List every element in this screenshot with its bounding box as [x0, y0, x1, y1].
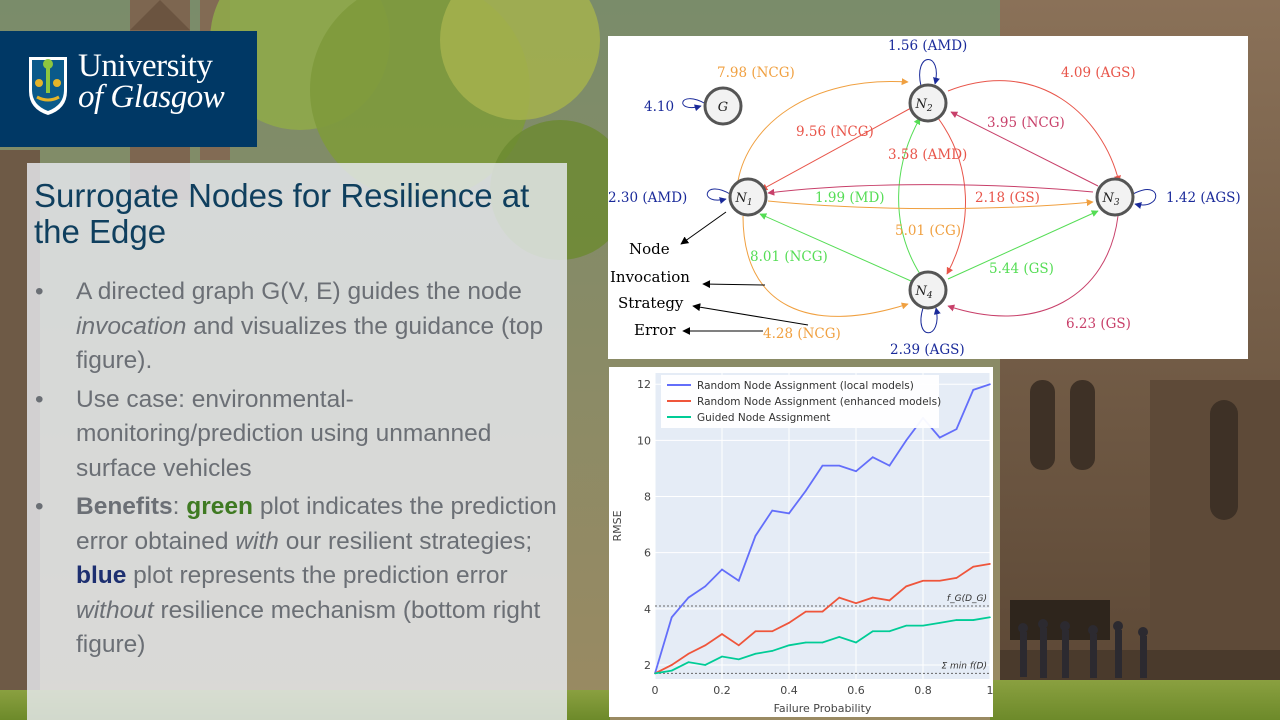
data-point — [788, 513, 790, 515]
label-n3-n2-ncg: 3.95 (NCG) — [987, 115, 1065, 131]
data-point — [771, 650, 773, 652]
label-n1-self: 2.30 (AMD) — [608, 190, 688, 206]
y-tick-label: 4 — [644, 602, 651, 616]
legend-arrow-invocation — [703, 284, 765, 285]
x-tick-label: 0.2 — [713, 684, 731, 697]
label-n3-n4-gs: 6.23 (GS) — [1066, 316, 1131, 332]
node-invocation-graph — [608, 36, 1248, 359]
legend-node: Node — [629, 240, 670, 258]
graph-svg — [608, 36, 1248, 359]
label-g-self: 4.10 — [644, 99, 675, 115]
data-point — [704, 645, 706, 647]
node-n1-label: $N_1$ — [735, 191, 753, 208]
label-n2-n3-ags: 4.09 (AGS) — [1061, 65, 1136, 81]
y-tick-label: 6 — [644, 546, 651, 560]
bullet-dot: • — [35, 493, 44, 520]
x-tick-label: 0 — [651, 684, 659, 697]
bullet-text: Use case: environmental-monitoring/prediction using unmanned surface vehicles — [76, 385, 492, 482]
node-n3-label: $N_3$ — [1102, 191, 1120, 208]
data-point — [755, 535, 757, 537]
data-point — [704, 664, 706, 666]
bullet-list — [27, 275, 562, 667]
data-point — [838, 465, 840, 467]
data-point — [755, 630, 757, 632]
self-loop-n1 — [707, 189, 730, 200]
x-tick-label: 0.6 — [847, 684, 865, 697]
data-point — [671, 664, 673, 666]
data-point — [838, 597, 840, 599]
legend-invocation: Invocation — [610, 268, 690, 286]
bullet-item — [27, 383, 562, 487]
x-tick-label: 0.8 — [914, 684, 932, 697]
chart-svg — [609, 367, 993, 717]
data-point — [905, 625, 907, 627]
y-tick-label: 10 — [637, 434, 651, 448]
data-point — [956, 577, 958, 579]
data-point — [889, 465, 891, 467]
data-point — [671, 616, 673, 618]
data-point — [822, 642, 824, 644]
logo-text-line2: of Glasgow — [78, 79, 225, 115]
bullet-dot: • — [35, 278, 44, 305]
legend-error: Error — [634, 321, 676, 339]
data-point — [872, 630, 874, 632]
data-point — [855, 642, 857, 644]
data-point — [738, 659, 740, 661]
label-n3-n1-cg: 5.01 (CG) — [895, 223, 961, 239]
reference-line-label: Σ min f(D) — [941, 661, 987, 672]
legend-arrow-node — [681, 212, 726, 244]
data-point — [688, 597, 690, 599]
bullet-text: invocation — [76, 312, 187, 340]
data-point — [805, 611, 807, 613]
bullet-text: : — [172, 493, 187, 520]
bullet-text: without — [76, 596, 154, 624]
university-logo — [0, 31, 257, 147]
bullet-item — [27, 490, 562, 663]
data-point — [704, 586, 706, 588]
data-point — [989, 563, 991, 565]
data-point — [922, 580, 924, 582]
bullet-text: with — [235, 527, 279, 555]
data-point — [939, 580, 941, 582]
data-point — [972, 566, 974, 568]
x-tick-label: 1 — [986, 684, 993, 697]
edge-n4-n1-ncg — [760, 214, 911, 281]
data-point — [771, 630, 773, 632]
bullet-text: our resilient strategies; — [278, 527, 533, 555]
edge-n1-n4-ncg — [743, 216, 908, 316]
node-n4-label: $N_4$ — [915, 284, 933, 301]
self-loop-n3 — [1133, 190, 1156, 205]
bullet-text: blue — [76, 562, 127, 589]
logo-text-line1: University — [78, 48, 213, 84]
data-point — [822, 611, 824, 613]
legend-label: Guided Node Assignment — [697, 412, 831, 424]
bullet-text: Benefits — [76, 493, 173, 520]
data-point — [872, 597, 874, 599]
data-point — [788, 645, 790, 647]
bullet-text: green — [186, 493, 254, 520]
bullet-text: resilience mechanism (bottom right figure) — [76, 596, 541, 658]
rmse-chart — [609, 367, 993, 717]
y-tick-label: 2 — [644, 658, 651, 672]
content-panel — [27, 163, 567, 720]
bullet-text: and visualizes the guidance (top figure). — [76, 312, 544, 374]
self-loop-n2 — [920, 59, 937, 86]
data-point — [889, 630, 891, 632]
data-point — [905, 440, 907, 442]
data-point — [989, 383, 991, 385]
data-point — [939, 437, 941, 439]
self-loop-g — [683, 99, 706, 108]
edge-n2-n3-ags — [948, 81, 1119, 182]
label-n1-n4-ncg: 4.28 (NCG) — [763, 326, 841, 342]
label-n3-self: 1.42 (AGS) — [1166, 190, 1241, 206]
self-loop-n4 — [921, 308, 937, 333]
bullet-text: plot represents the prediction error — [126, 562, 508, 589]
data-point — [805, 642, 807, 644]
x-axis-label: Failure Probability — [773, 702, 872, 715]
data-point — [872, 456, 874, 458]
bullet-text: plot indicates the prediction error obtained — [76, 493, 557, 555]
data-point — [939, 622, 941, 624]
slide-title: Surrogate Nodes for Resilience at the Edge — [34, 177, 530, 250]
data-point — [721, 569, 723, 571]
data-point — [972, 389, 974, 391]
y-axis-label: RMSE — [611, 510, 624, 542]
label-n4-n2-md: 1.99 (MD) — [815, 190, 885, 206]
data-point — [738, 645, 740, 647]
data-point — [688, 653, 690, 655]
data-point — [654, 673, 656, 675]
data-point — [721, 656, 723, 658]
x-tick-label: 0.4 — [780, 684, 798, 697]
reference-line-label: f_G(D_G) — [946, 594, 987, 605]
y-tick-label: 8 — [644, 490, 651, 504]
legend-label: Random Node Assignment (enhanced models) — [697, 396, 942, 408]
data-point — [822, 465, 824, 467]
bullet-item — [27, 275, 562, 379]
node-n2-label: $N_2$ — [915, 97, 933, 114]
data-point — [838, 636, 840, 638]
data-point — [922, 625, 924, 627]
label-n4-n1-ncg: 8.01 (NCG) — [750, 249, 828, 265]
legend-strategy: Strategy — [618, 294, 684, 312]
legend-arrow-strategy — [693, 306, 808, 325]
data-point — [671, 670, 673, 672]
data-point — [889, 600, 891, 602]
data-point — [956, 428, 958, 430]
data-point — [805, 490, 807, 492]
legend-label: Random Node Assignment (local models) — [697, 380, 914, 392]
label-n4-self: 2.39 (AGS) — [890, 342, 965, 358]
label-n4-n3-gs: 5.44 (GS) — [989, 261, 1054, 277]
label-n2-self: 1.56 (AMD) — [888, 38, 968, 54]
data-point — [788, 622, 790, 624]
bullet-dot: • — [35, 385, 44, 413]
data-point — [956, 619, 958, 621]
label-n2-n1-ncg: 9.56 (NCG) — [796, 124, 874, 140]
data-point — [688, 661, 690, 663]
label-n1-n3-gs: 2.18 (GS) — [975, 190, 1040, 206]
node-g-label: G — [717, 100, 729, 115]
data-point — [771, 510, 773, 512]
label-n2-n4-amd: 3.58 (AMD) — [888, 147, 968, 163]
data-point — [989, 616, 991, 618]
edge-n4-n2-md — [899, 118, 920, 274]
data-point — [855, 602, 857, 604]
edge-n2-n4-amd — [938, 118, 965, 274]
bullet-text: A directed graph G(V, E) guides the node — [76, 278, 522, 305]
data-point — [855, 470, 857, 472]
data-point — [905, 586, 907, 588]
label-n1-n2-ncg: 7.98 (NCG) — [717, 65, 795, 81]
data-point — [972, 619, 974, 621]
data-point — [721, 633, 723, 635]
data-point — [755, 653, 757, 655]
crest-icon — [27, 55, 69, 117]
data-point — [738, 580, 740, 582]
y-tick-label: 12 — [637, 378, 651, 392]
